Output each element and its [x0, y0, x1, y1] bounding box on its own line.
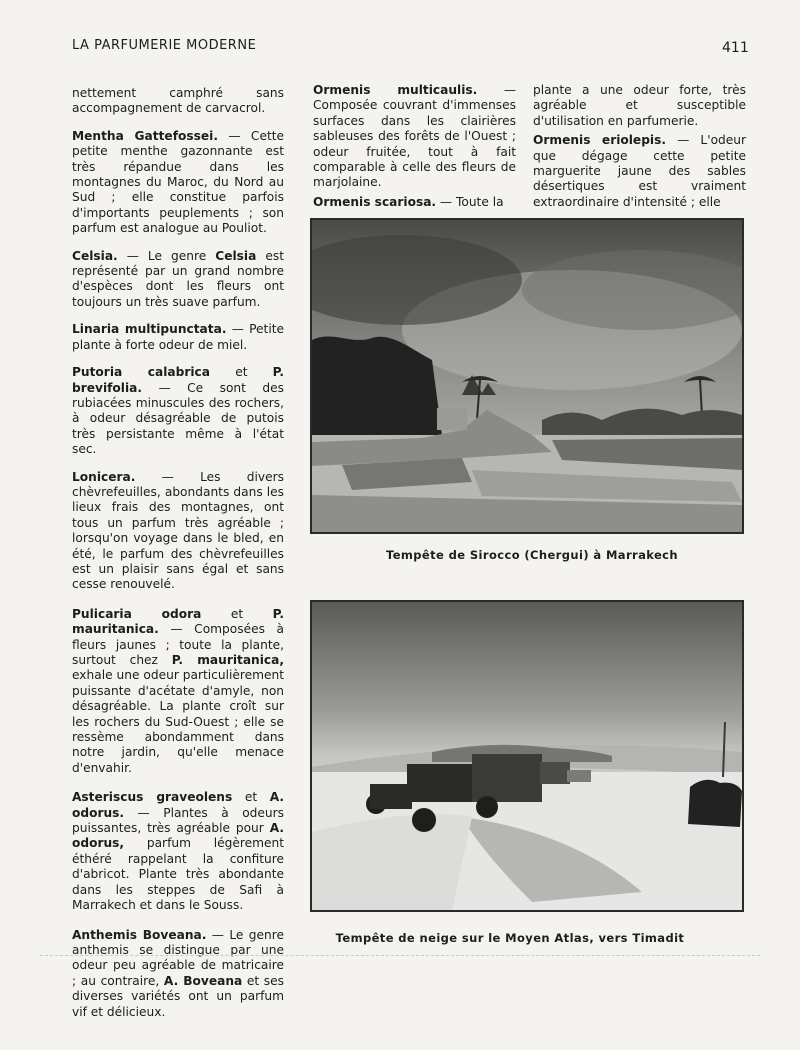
- species-name: Ormenis scariosa.: [313, 194, 437, 209]
- species-name: Pulicaria odora: [72, 606, 202, 621]
- entry-ormenis-scariosa: Ormenis scariosa. — Toute la: [313, 194, 504, 209]
- species-name: Ormenis multicaulis.: [313, 83, 478, 97]
- column-right: [533, 83, 746, 222]
- column-left: [72, 86, 284, 1032]
- entry-asteriscus: Asteriscus graveolens et A. odorus. — Plantes à odeurs puissantes, très agréable pour A. odorus, parfum légèrement éthéré rappelant la confiture d'abricot. Plante très abondante dans les steppes de Safi à Marrakech et dans le Souss.: [72, 790, 284, 913]
- entry-anthemis: Anthemis Boveana. — Le genre anthemis se distingue par une odeur peu agréable de matricaire ; au contraire, A. Boveana et ses diverses variétés ont un parfum vif et délicieux.: [72, 927, 284, 1019]
- species-name: Lonicera.: [72, 469, 136, 484]
- entry-mentha: Mentha Gattefossei. — Cette petite menthe gazonnante est très répandue dans les montagnes du Maroc, du Nord au Sud ; elle constitue parfois d'importants peuplements ; son parfum est analogue au Pouliot.: [72, 128, 284, 236]
- species-name: Mentha Gattefossei.: [72, 128, 218, 143]
- figure-caption-snowstorm: Tempête de neige sur le Moyen Atlas, vers Timadit: [335, 931, 685, 945]
- sirocco-illustration: [312, 220, 742, 532]
- paragraph-scariosa-cont: plante a une odeur forte, très agréable et susceptible d'utilisation en parfumerie.: [533, 83, 746, 128]
- entry-linaria: Linaria multipunctata. — Petite plante à forte odeur de miel.: [72, 322, 284, 352]
- snowstorm-illustration: [312, 602, 742, 910]
- paragraph-carvacrol: nettement camphré sans accompagnement de carvacrol.: [72, 86, 284, 116]
- entry-ormenis-multicaulis: Ormenis multicaulis. — Composée couvrant d'immenses surfaces dans les clairières sableuses des forêts de l'Ouest ; odeur fruitée, tout à fait comparable à celle des fleurs de marjolaine.: [313, 83, 517, 190]
- entry-putoria: Putoria calabrica et P. brevifolia. — Ce sont des rubiacées minuscules des rochers, à odeur désagréable de putois très persistante même à l'état sec.: [72, 365, 284, 457]
- page-number: 411: [722, 40, 749, 56]
- entry-celsia: Celsia. — Le genre Celsia est représenté par un grand nombre d'espèces dont les fleurs ont toujours un très suave parfum.: [72, 248, 284, 309]
- photo-sirocco-storm: [310, 218, 744, 534]
- entry-ormenis-eriolepis: Ormenis eriolepis. — L'odeur que dégage cette petite marguerite jaune des sables désertiques est vraiment extraordinaire d'intensité ; elle: [533, 133, 746, 209]
- species-name: Linaria multipunctata.: [72, 322, 227, 337]
- species-name: Putoria calabrica: [72, 365, 210, 380]
- species-name: Anthemis Boveana.: [72, 927, 207, 942]
- species-name: Asteriscus graveolens: [72, 790, 233, 805]
- column-middle: [313, 83, 516, 222]
- running-title: LA PARFUMERIE MODERNE: [72, 38, 257, 53]
- entry-pulicaria: Pulicaria odora et P. mauritanica. — Composées à fleurs jaunes ; toute la plante, surtout chez P. mauritanica, exhale une odeur particulièrement puissante d'acétate d'amyle, non désagréable. La plante croît sur les rochers du Sud-Ouest ; elle se ressème abondamment dans notre jardin, qu'elle menace d'envahir.: [72, 606, 284, 775]
- page-bottom-rule: [40, 955, 760, 956]
- figure-caption-sirocco: Tempête de Sirocco (Chergui) à Marrakech: [386, 548, 678, 562]
- photo-snowstorm-atlas: [310, 600, 744, 912]
- entry-lonicera: Lonicera. — Les divers chèvrefeuilles, abondants dans les lieux frais des montagnes, ont tous un parfum très agréable ; lorsqu'on voyage dans le bled, en été, le parfum des chèvrefeuilles est un plaisir sans égal et sans cesse renouvelé.: [72, 469, 284, 592]
- species-name: Celsia.: [72, 248, 118, 263]
- species-name: Ormenis eriolepis.: [533, 133, 666, 148]
